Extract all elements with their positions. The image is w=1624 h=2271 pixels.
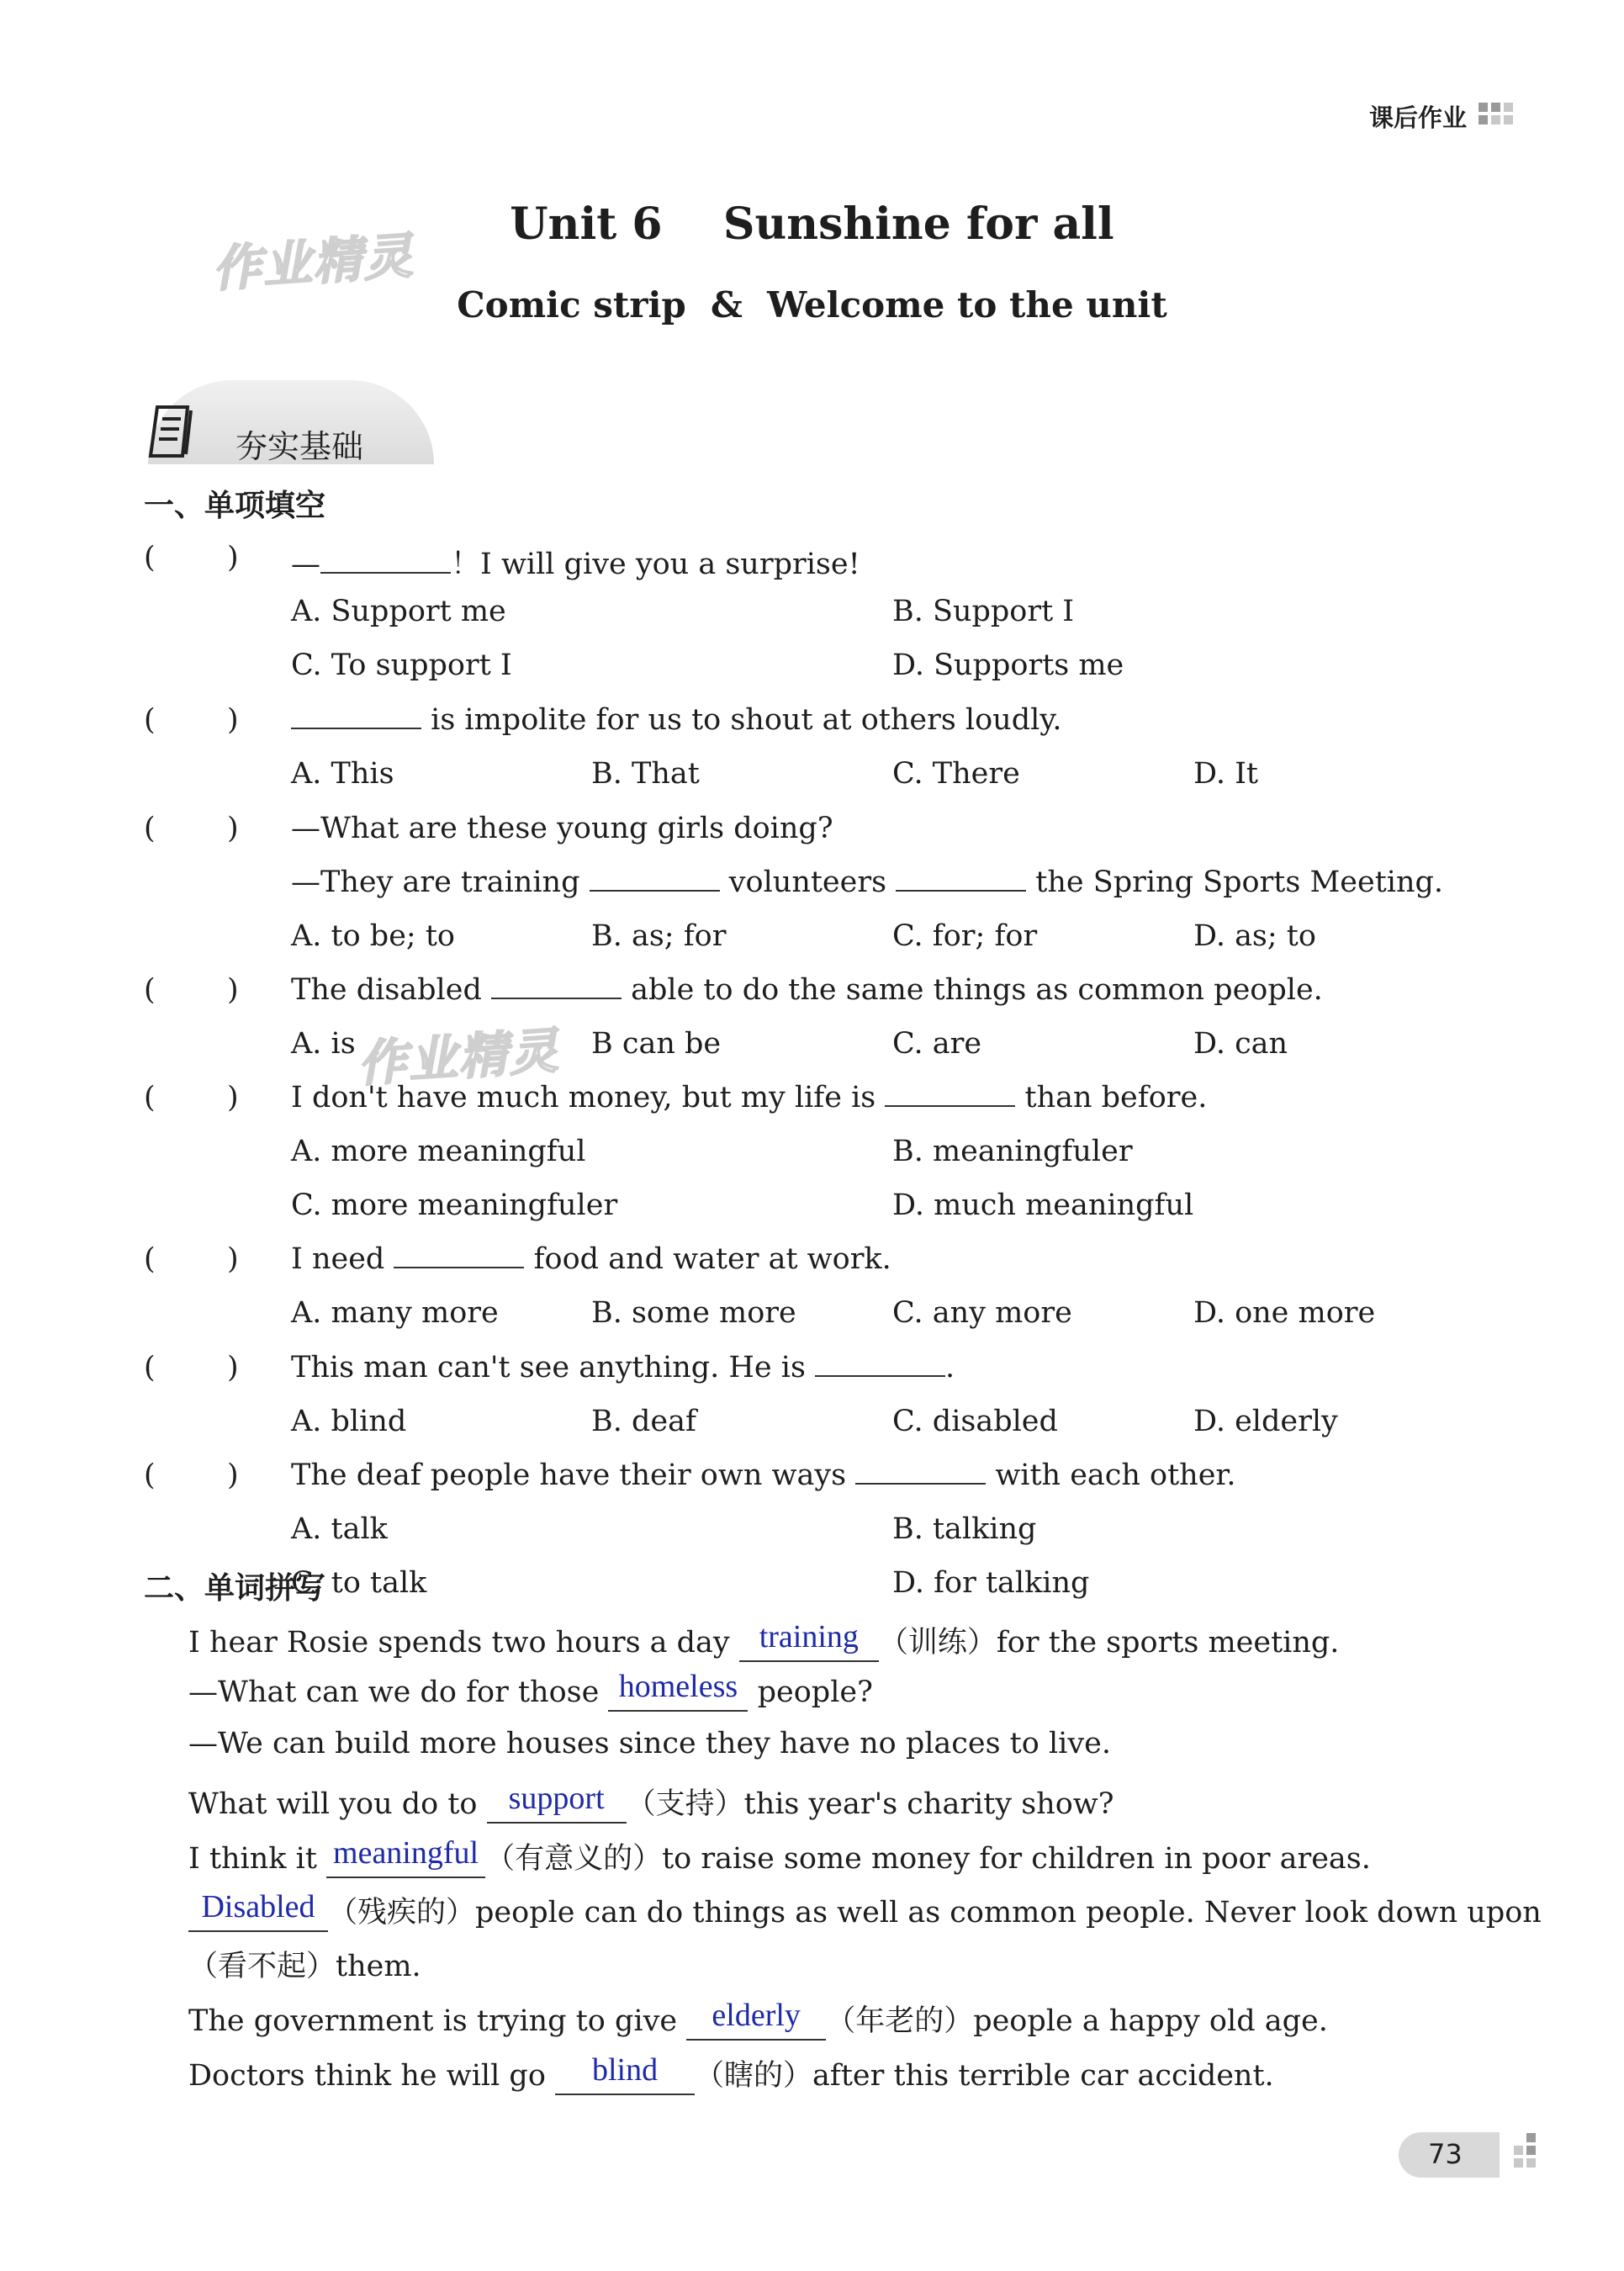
fill-slot[interactable] [686,1998,826,2041]
answer-blank[interactable] [896,889,1026,892]
option-d: D. can [1193,1027,1288,1061]
option-b: B. Support I [892,595,1075,628]
question-stem [291,973,1323,1007]
answer-blank[interactable] [491,997,622,999]
option-d: D. Supports me [892,648,1124,682]
stem-part: The disabled [291,973,491,1007]
question-paren-close: ) [227,812,239,845]
watermark: 作业精灵 [210,226,416,299]
part2-heading: 二、单词拼写 [144,1571,326,1606]
stem-part: . [945,1351,955,1384]
fill-slot[interactable] [739,1619,879,1662]
answer-blank[interactable] [855,1482,986,1485]
stem-part: ！I will give you a surprise! [451,548,860,581]
stem-part: with each other. [986,1458,1236,1492]
filled-answer: Disabled [201,1889,315,1924]
stem-part: This man can't see anything. He is [291,1351,816,1384]
answer-blank[interactable] [590,889,720,892]
fill-slot[interactable] [188,1889,328,1932]
option-c: C. for; for [892,919,1038,953]
question-paren-close: ) [227,1242,239,1276]
question-paren-open: ( [144,703,156,737]
question-paren-open: ( [144,1458,156,1492]
item-sentence-line2: —We can build more houses since they have no places to live. [188,1727,1111,1760]
question-stem [291,541,860,583]
question-stem [291,1458,1235,1492]
question-paren-open: ( [144,541,156,574]
answer-blank[interactable] [815,1374,945,1377]
option-b: B. That [591,757,700,791]
option-a: A. Support me [291,595,506,628]
stem-part: volunteers [719,866,897,899]
sentence-part: Doctors think he will go [188,2059,556,2093]
option-b: B. talking [892,1512,1037,1546]
item-sentence [188,1835,1371,1878]
filled-answer: meaningful [333,1835,479,1871]
question-stem [291,1081,1207,1114]
option-b: B. some more [591,1296,796,1330]
item-sentence [188,1998,1328,2041]
question-stem [291,1351,955,1384]
option-c: C. to talk [291,1566,427,1600]
filled-answer: homeless [618,1669,738,1704]
stem-part: I don't have much money, but my life is [291,1081,886,1114]
question-paren-open: ( [144,1081,156,1114]
option-d: D. elderly [1193,1405,1338,1438]
question-paren-close: ) [227,1351,239,1384]
sentence-part: —What can we do for those [188,1675,609,1709]
option-c: C. are [892,1027,982,1061]
item-sentence [188,1669,873,1712]
question-paren-open: ( [144,812,156,845]
question-paren-open: ( [144,1242,156,1276]
option-b: B. as; for [591,919,727,953]
notebook-icon [145,402,198,461]
stem-part: food and water at work. [524,1242,891,1276]
item-sentence [188,2052,1274,2095]
sentence-part: I hear Rosie spends two hours a day [188,1626,739,1660]
answer-blank[interactable] [394,1266,524,1268]
fill-slot[interactable] [608,1669,748,1712]
question-paren-open: ( [144,973,156,1007]
item-sentence [188,1889,1542,1932]
question-stem-line2 [291,866,1443,899]
unit-title: Unit 6 Sunshine for all [510,199,1114,250]
fill-slot[interactable] [555,2052,695,2095]
option-c: C. more meaningfuler [291,1188,618,1222]
option-a: A. is [291,1027,356,1061]
page-number: 73 [1428,2138,1463,2170]
option-a: A. to be; to [291,919,455,953]
option-a: A. many more [291,1296,499,1330]
sentence-part: What will you do to [188,1787,487,1821]
part1-heading: 一、单项填空 [144,489,326,523]
option-c: C. There [892,757,1020,791]
option-c: C. To support I [291,648,512,682]
option-a: A. blind [291,1405,407,1438]
option-a: A. talk [291,1512,388,1546]
option-b: B. meaningfuler [892,1135,1133,1168]
stem-part: able to do the same things as common people. [622,973,1323,1007]
sentence-part: （有意义的）to raise some money for children in poor areas. [485,1842,1371,1876]
stem-part: — [291,548,320,581]
item-sentence [188,1781,1114,1824]
option-d: D. as; to [1193,919,1316,953]
sentence-part: （残疾的）people can do things as well as common people. Never look down upon [328,1896,1542,1930]
filled-answer: support [508,1781,605,1816]
option-d: D. for talking [892,1566,1090,1600]
option-a: A. This [291,757,394,791]
lesson-subtitle: Comic strip & Welcome to the unit [457,284,1167,326]
sentence-part: The government is trying to give [188,2004,687,2038]
question-paren-open: ( [144,1351,156,1384]
filled-answer: elderly [711,1998,801,2033]
option-d: D. It [1193,757,1258,791]
watermark: 作业精灵 [356,1021,562,1093]
option-d: D. one more [1193,1296,1376,1330]
question-stem [291,1242,891,1276]
sentence-part: （训练）for the sports meeting. [878,1626,1340,1660]
stem-part: I need [291,1242,394,1276]
option-c: C. disabled [892,1405,1058,1438]
answer-blank[interactable] [320,571,451,574]
filled-answer: blind [591,2052,659,2088]
sentence-part: （年老的）people a happy old age. [826,2004,1328,2038]
question-paren-close: ) [227,1458,239,1492]
fill-slot[interactable] [326,1835,485,1878]
stem-part: the Spring Sports Meeting. [1026,866,1444,899]
stem-part: than before. [1015,1081,1208,1114]
question-paren-close: ) [227,703,239,737]
option-c: C. any more [892,1296,1072,1330]
section-title: 夯实基础 [235,428,364,465]
answer-blank[interactable] [291,727,421,729]
filled-answer: training [759,1619,859,1654]
question-paren-close: ) [227,541,239,574]
sentence-part: I think it [188,1842,327,1876]
fill-slot[interactable] [487,1781,627,1824]
stem-part: is impolite for us to shout at others loudly. [421,703,1062,737]
stem-part: —They are training [291,866,590,899]
item-sentence-line2: （看不起）them. [188,1950,421,1983]
option-b: B. deaf [591,1405,696,1438]
option-a: A. more meaningful [291,1135,586,1168]
option-b: B can be [591,1027,722,1061]
question-stem [291,703,1062,737]
stem-part: The deaf people have their own ways [291,1458,856,1492]
answer-blank[interactable] [885,1104,1015,1107]
sentence-part: （瞎的）after this terrible car accident. [695,2059,1274,2093]
item-sentence [188,1619,1339,1662]
sentence-part: （支持）this year's charity show? [626,1787,1114,1821]
question-paren-close: ) [227,1081,239,1114]
sentence-part: people? [748,1675,873,1709]
header-label: 课后作业 [1369,103,1468,132]
option-d: D. much meaningful [892,1188,1194,1222]
question-paren-close: ) [227,973,239,1007]
question-stem: —What are these young girls doing? [291,812,833,845]
